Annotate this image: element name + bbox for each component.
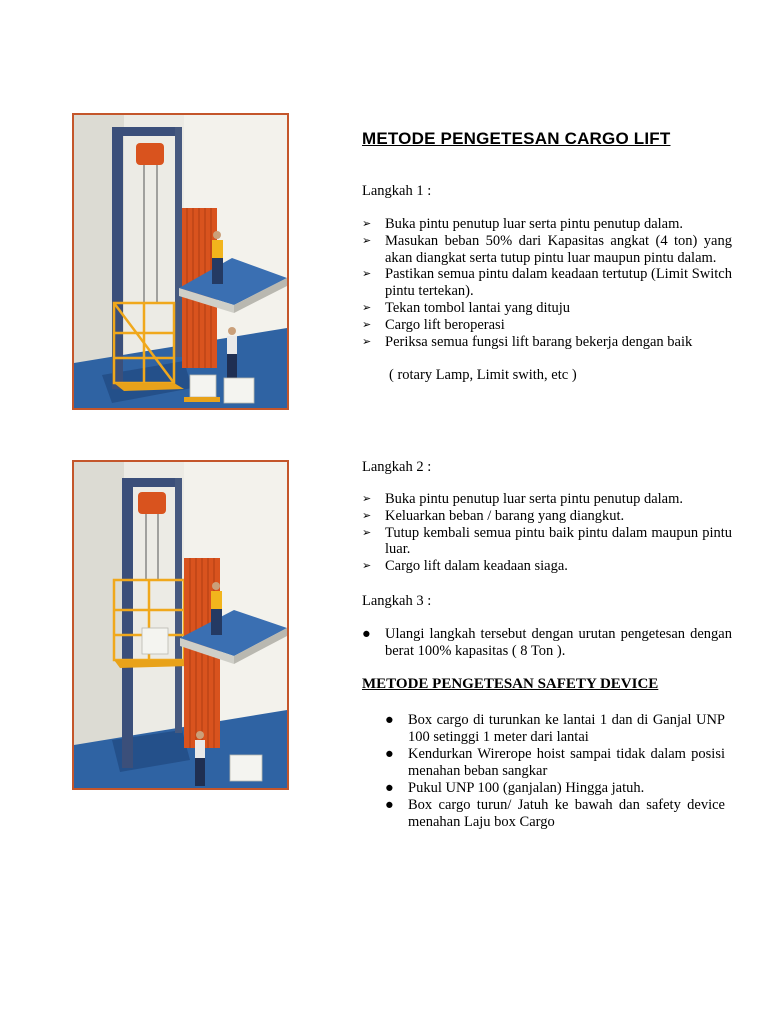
list-item: ➢ Cargo lift beroperasi: [362, 316, 505, 333]
list-item: ➢ Tutup kembali semua pintu baik pintu dalam maupun pintu luar.: [362, 524, 732, 558]
dot-bullet-icon: ●: [385, 797, 394, 813]
list-item: ➢ Pastikan semua pintu dalam keadaan tertutup (Limit Switch pintu tertekan).: [362, 266, 732, 300]
step2-list: [362, 491, 732, 575]
step1-note: ( rotary Lamp, Limit swith, etc ): [389, 367, 577, 383]
list-item: ➢ Keluarkan beban / barang yang diangkut.: [362, 507, 625, 524]
arrow-bullet-icon: ➢: [362, 301, 372, 314]
dot-bullet-icon: ●: [385, 746, 394, 762]
dot-bullet-icon: ●: [362, 626, 371, 642]
arrow-bullet-icon: ➢: [362, 509, 372, 522]
list-item: ● Box cargo di turunkan ke lantai 1 dan di Ganjal UNP 100 setinggi 1 meter dari lantai: [385, 712, 725, 745]
step3-label: Langkah 3 :: [362, 593, 432, 609]
cargo-lift-illustration-unloading: [72, 460, 289, 790]
safety-list: [385, 712, 725, 831]
arrow-bullet-icon: ➢: [362, 493, 372, 505]
arrow-bullet-icon: ➢: [362, 268, 372, 281]
list-item: ● Pukul UNP 100 (ganjalan) Hingga jatuh.: [385, 780, 645, 796]
document-title: METODE PENGETESAN CARGO LIFT: [362, 129, 671, 148]
arrow-bullet-icon: ➢: [362, 560, 372, 573]
list-item: ● Kendurkan Wirerope hoist sampai tidak dalam posisi menahan beban sangkar: [385, 746, 725, 779]
step1-list: [362, 216, 732, 350]
list-item: ➢ Masukan beban 50% dari Kapasitas angkat (4 ton) yang akan diangkat serta tutup pintu luar maupun pintu dalam.: [362, 232, 732, 266]
arrow-bullet-icon: ➢: [362, 218, 372, 230]
arrow-bullet-icon: ➢: [362, 318, 372, 331]
list-item: ➢ Periksa semua fungsi lift barang bekerja dengan baik: [362, 333, 693, 350]
dot-bullet-icon: ●: [385, 712, 394, 728]
list-item: ➢ Buka pintu penutup luar serta pintu penutup dalam.: [362, 491, 683, 507]
list-item: ➢ Buka pintu penutup luar serta pintu penutup dalam.: [362, 216, 683, 232]
step2-label: Langkah 2 :: [362, 459, 432, 475]
arrow-bullet-icon: ➢: [362, 234, 372, 247]
step3-list: [362, 626, 732, 660]
list-item: ➢ Tekan tombol lantai yang dituju: [362, 299, 571, 316]
step1-label: Langkah 1 :: [362, 183, 432, 199]
arrow-bullet-icon: ➢: [362, 335, 372, 348]
list-item: ● Box cargo turun/ Jatuh ke bawah dan safety device menahan Laju box Cargo: [385, 797, 725, 830]
list-item: ➢ Cargo lift dalam keadaan siaga.: [362, 558, 568, 575]
safety-heading: METODE PENGETESAN SAFETY DEVICE: [362, 676, 659, 692]
dot-bullet-icon: ●: [385, 780, 394, 796]
cargo-lift-illustration-loading: [72, 113, 289, 410]
arrow-bullet-icon: ➢: [362, 526, 372, 539]
list-item: ● Ulangi langkah tersebut dengan urutan pengetesan dengan berat 100% kapasitas ( 8 Ton ).: [362, 626, 732, 659]
